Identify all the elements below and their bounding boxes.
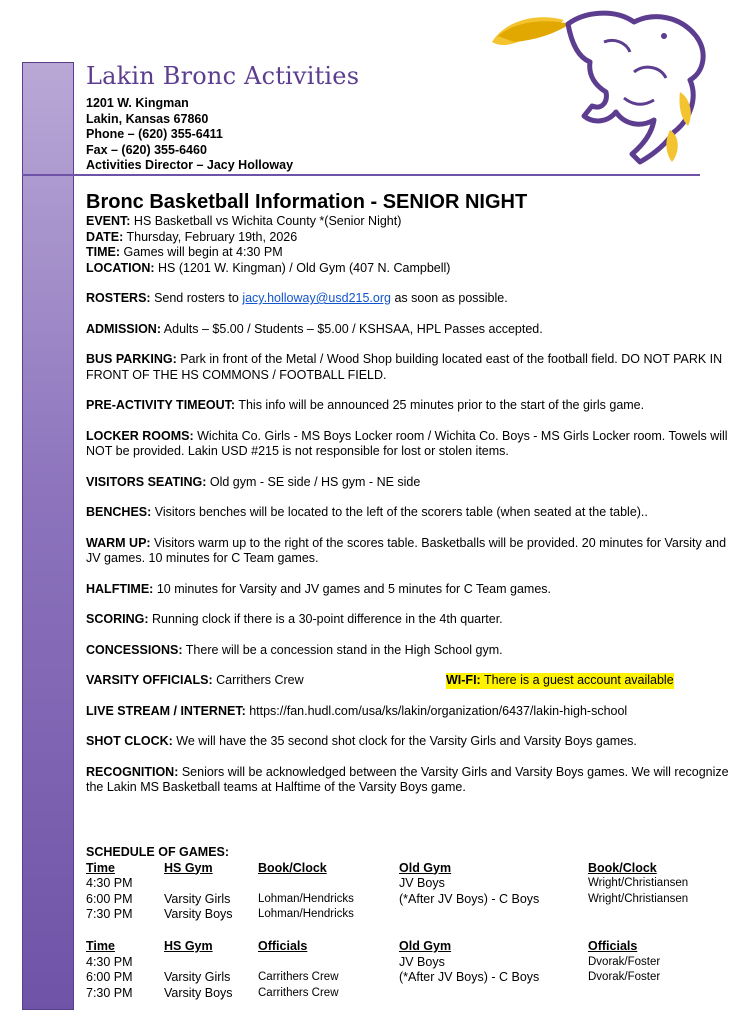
- col-header: Officials: [258, 939, 308, 953]
- event-label: EVENT:: [86, 214, 131, 228]
- table-cell: (*After JV Boys) - C Boys: [399, 970, 540, 984]
- table-cell: Varsity Boys: [164, 907, 233, 921]
- table-row: [86, 876, 726, 892]
- date-line: [86, 230, 732, 246]
- table-cell: 4:30 PM: [86, 876, 133, 890]
- officials-label: VARSITY OFFICIALS:: [86, 673, 213, 687]
- table-row: [86, 970, 726, 986]
- col-header: Book/Clock: [588, 860, 657, 875]
- table-cell: 6:00 PM: [86, 970, 133, 984]
- time-value: Games will begin at 4:30 PM: [120, 245, 283, 259]
- timeout-text: This info will be announced 25 minutes prior to the start of the girls game.: [235, 398, 645, 412]
- info-content: [86, 190, 732, 796]
- table-cell: Lohman/Hendricks: [258, 892, 354, 905]
- warmup-label: WARM UP:: [86, 535, 151, 550]
- table-cell: (*After JV Boys) - C Boys: [399, 891, 540, 906]
- schedule-title: SCHEDULE OF GAMES:: [86, 845, 230, 859]
- schedule-block-officials: [86, 939, 726, 1001]
- livestream-section: [86, 704, 732, 720]
- officials-text: Carrithers Crew: [212, 673, 304, 687]
- admission-section: [86, 322, 732, 338]
- table-row: [86, 907, 726, 923]
- schedule-block: [86, 845, 726, 923]
- table-row: [86, 955, 726, 971]
- address-line: 1201 W. Kingman: [86, 96, 189, 110]
- benches-text: Visitors benches will be located to the left of the scorers table (when seated at the table)..: [151, 505, 648, 519]
- locker-section: [86, 429, 732, 460]
- benches-label: BENCHES:: [86, 505, 152, 519]
- col-header: HS Gym: [164, 939, 213, 953]
- bus-parking-label: BUS PARKING:: [86, 352, 177, 366]
- table-header: [86, 861, 726, 877]
- col-header: Time: [86, 939, 115, 953]
- benches-section: [86, 505, 732, 521]
- phone-line: Phone – (620) 355-6411: [86, 127, 223, 141]
- recognition-section: [86, 765, 732, 796]
- table-cell: JV Boys: [399, 954, 445, 969]
- scoring-section: [86, 612, 732, 628]
- recognition-label: RECOGNITION:: [86, 764, 179, 779]
- location-line: [86, 261, 732, 277]
- time-line: [86, 245, 732, 261]
- header-divider: [22, 174, 700, 176]
- table-cell: Varsity Girls: [164, 891, 231, 906]
- table-row: [86, 892, 726, 908]
- address-block: [86, 96, 293, 174]
- visitors-text: Old gym - SE side / HS gym - NE side: [206, 474, 421, 489]
- wifi-text: There is a guest account available: [480, 673, 674, 687]
- brand-title: Lakin Bronc Activities: [86, 62, 360, 90]
- livestream-label: LIVE STREAM / INTERNET:: [86, 703, 246, 718]
- col-header: HS Gym: [164, 860, 213, 875]
- table-cell: Carrithers Crew: [258, 971, 339, 983]
- table-header: [86, 939, 726, 955]
- director-line: Activities Director – Jacy Holloway: [86, 158, 294, 172]
- page-title: Bronc Basketball Information - SENIOR NIGHT: [86, 191, 528, 213]
- wifi-note: [446, 673, 674, 689]
- table-cell: Lohman/Hendricks: [258, 908, 354, 920]
- time-label: TIME:: [86, 245, 121, 259]
- bus-parking-text: Park in front of the Metal / Wood Shop building located east of the football field. DO NOT PARK IN FRONT OF THE HS COMMONS / FOOTBALL FIELD.: [86, 352, 723, 382]
- col-header: Old Gym: [399, 860, 452, 875]
- address-line: Lakin, Kansas 67860: [86, 111, 209, 126]
- decorative-sidebar: [22, 62, 74, 1010]
- rosters-pre: Send rosters to: [150, 291, 243, 305]
- timeout-section: [86, 398, 732, 414]
- shotclock-section: [86, 734, 732, 750]
- date-label: DATE:: [86, 229, 124, 244]
- halftime-label: HALFTIME:: [86, 581, 154, 596]
- locker-text: Wichita Co. Girls - MS Boys Locker room / Wichita Co. Boys - MS Girls Locker room. Towels will NOT be provided. Lakin USD #215 is not responsible for lost or stolen items.: [86, 428, 728, 458]
- concessions-section: [86, 643, 732, 659]
- table-cell: Wright/Christiansen: [588, 877, 689, 889]
- warmup-text: Visitors warm up to the right of the scores table. Basketballs will be provided. 20 minutes for Varsity and JV games. 10 minutes for C Team games.: [86, 535, 727, 565]
- col-header: Time: [86, 860, 115, 875]
- shotclock-label: SHOT CLOCK:: [86, 734, 173, 748]
- wifi-label: WI-FI:: [446, 673, 481, 687]
- bronc-horse-logo: [484, 2, 718, 172]
- rosters-label: ROSTERS:: [86, 291, 151, 305]
- col-header: Old Gym: [399, 939, 452, 953]
- bus-parking-section: [86, 352, 732, 383]
- visitors-label: VISITORS SEATING:: [86, 474, 207, 489]
- table-cell: JV Boys: [399, 876, 445, 890]
- halftime-section: [86, 582, 732, 598]
- concessions-text: There will be a concession stand in the High School gym.: [182, 642, 503, 657]
- scoring-text: Running clock if there is a 30-point difference in the 4th quarter.: [148, 612, 503, 626]
- table-cell: Dvorak/Foster: [588, 971, 661, 983]
- recognition-text: Seniors will be acknowledged between the Varsity Girls and Varsity Boys games. We will recognize the Lakin MS Basketball teams at Halftime of the Varsity Boys game.: [86, 764, 729, 794]
- shotclock-text: We will have the 35 second shot clock for the Varsity Girls and Varsity Boys games.: [172, 734, 637, 748]
- locker-label: LOCKER ROOMS:: [86, 428, 194, 443]
- fax-line: Fax – (620) 355-6460: [86, 142, 207, 157]
- table-row: [86, 986, 726, 1002]
- table-cell: 6:00 PM: [86, 891, 133, 906]
- location-label: LOCATION:: [86, 260, 155, 275]
- admission-text: Adults – $5.00 / Students – $5.00 / KSHSAA, HPL Passes accepted.: [161, 321, 543, 336]
- table-cell: Varsity Girls: [164, 970, 231, 984]
- officials-section: [86, 673, 732, 689]
- rosters-post: as soon as possible.: [390, 291, 508, 305]
- table-cell: Dvorak/Foster: [588, 955, 661, 968]
- date-value: Thursday, February 19th, 2026: [123, 229, 298, 244]
- admission-label: ADMISSION:: [86, 321, 161, 336]
- table-cell: 4:30 PM: [86, 954, 133, 969]
- visitors-section: [86, 475, 732, 491]
- col-header: Officials: [588, 939, 638, 953]
- rosters-section: [86, 291, 732, 307]
- scoring-label: SCORING:: [86, 612, 149, 626]
- table-cell: Wright/Christiansen: [588, 892, 689, 905]
- location-value: HS (1201 W. Kingman) / Old Gym (407 N. Campbell): [154, 260, 451, 275]
- table-cell: Varsity Boys: [164, 985, 233, 1000]
- table-cell: 7:30 PM: [86, 907, 133, 921]
- livestream-url: https://fan.hudl.com/usa/ks/lakin/organization/6437/lakin-high-school: [245, 703, 628, 718]
- email-link[interactable]: jacy.holloway@usd215.org: [242, 291, 391, 305]
- concessions-label: CONCESSIONS:: [86, 642, 183, 657]
- event-value: HS Basketball vs Wichita County *(Senior Night): [130, 214, 402, 228]
- warmup-section: [86, 536, 732, 567]
- event-line: [86, 214, 732, 230]
- col-header: Book/Clock: [258, 860, 327, 875]
- timeout-label: PRE-ACTIVITY TIMEOUT:: [86, 398, 236, 412]
- halftime-text: 10 minutes for Varsity and JV games and 5 minutes for C Team games.: [153, 581, 551, 596]
- table-cell: Carrithers Crew: [258, 986, 339, 999]
- table-cell: 7:30 PM: [86, 985, 133, 1000]
